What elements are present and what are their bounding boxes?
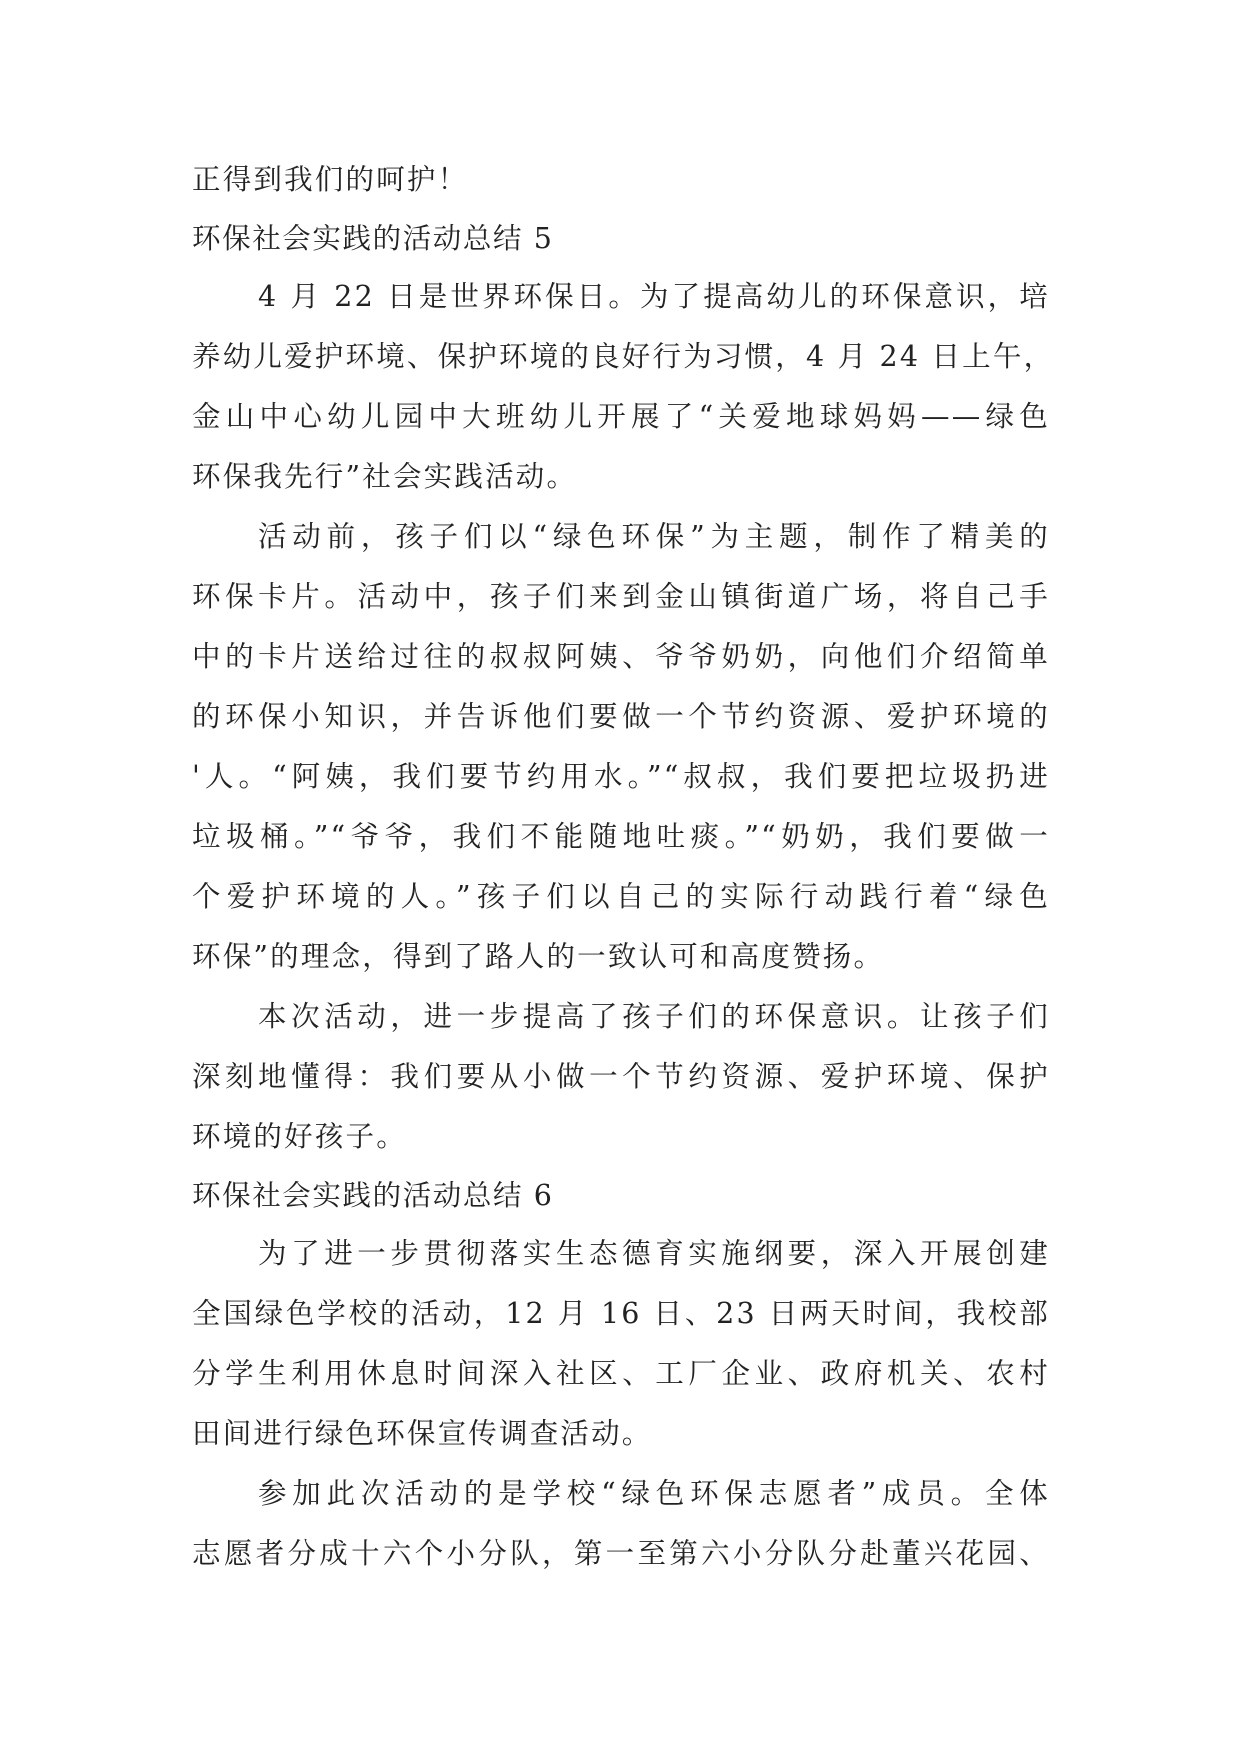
paragraph-5-3 <box>192 987 1050 1167</box>
paragraph-line: 田间进行绿色环保宣传调查活动。 <box>192 1417 653 1450</box>
paragraph-line: 为了进一步贯彻落实生态德育实施纲要，深入开展创建 <box>258 1237 1050 1270</box>
paragraph-line: 活动前，孩子们以“绿色环保”为主题，制作了精美的 <box>258 520 1050 553</box>
paragraph-line: 的环保小知识，并告诉他们要做一个节约资源、爱护环境的 <box>192 700 1050 733</box>
paragraph-line: 本次活动，进一步提高了孩子们的环保意识。让孩子们 <box>258 1000 1050 1033</box>
paragraph-line: 全国绿色学校的活动，12 月 16 日、23 日两天时间，我校部 <box>192 1297 1050 1330</box>
paragraph-line: 环保卡片。活动中，孩子们来到金山镇街道广场，将自己手 <box>192 580 1050 613</box>
section-heading-5: 环保社会实践的活动总结 5 <box>192 222 554 255</box>
paragraph-6-1 <box>192 1224 1050 1464</box>
paragraph-5-2 <box>192 507 1050 987</box>
paragraph-6-2 <box>192 1464 1050 1584</box>
section-heading-6: 环保社会实践的活动总结 6 <box>192 1179 554 1212</box>
paragraph-line: 环境的好孩子。 <box>192 1120 407 1153</box>
paragraph-5-1 <box>192 267 1055 507</box>
paragraph-line: 垃圾桶。”“爷爷，我们不能随地吐痰。”“奶奶，我们要做一 <box>192 820 1050 853</box>
paragraph-line: 深刻地懂得：我们要从小做一个节约资源、爱护环境、保护 <box>192 1060 1050 1093</box>
paragraph-line: 4 月 22 日是世界环保日。为了提高幼儿的环保意识，培 <box>258 280 1050 313</box>
continuation-line: 正得到我们的呵护！ <box>192 163 469 196</box>
paragraph-line: 志愿者分成十六个小分队，第一至第六小分队分赴董兴花园、 <box>192 1537 1050 1570</box>
document-page <box>192 150 1055 1584</box>
paragraph-line: 金山中心幼儿园中大班幼儿开展了“关爱地球妈妈——绿色 <box>192 400 1050 433</box>
paragraph-line: 中的卡片送给过往的叔叔阿姨、爷爷奶奶，向他们介绍简单 <box>192 640 1050 673</box>
paragraph-line: 养幼儿爱护环境、保护环境的良好行为习惯，4 月 24 日上午， <box>192 340 1055 373</box>
paragraph-line: 参加此次活动的是学校“绿色环保志愿者”成员。全体 <box>258 1477 1050 1510</box>
paragraph-line: 环保我先行”社会实践活动。 <box>192 460 578 493</box>
paragraph-line: 环保”的理念，得到了路人的一致认可和高度赞扬。 <box>192 940 885 973</box>
paragraph-line: 个爱护环境的人。”孩子们以自己的实际行动践行着“绿色 <box>192 880 1050 913</box>
paragraph-line: 分学生利用休息时间深入社区、工厂企业、政府机关、农村 <box>192 1357 1050 1390</box>
paragraph-line: '人。“阿姨，我们要节约用水。”“叔叔，我们要把垃圾扔进 <box>192 760 1050 793</box>
